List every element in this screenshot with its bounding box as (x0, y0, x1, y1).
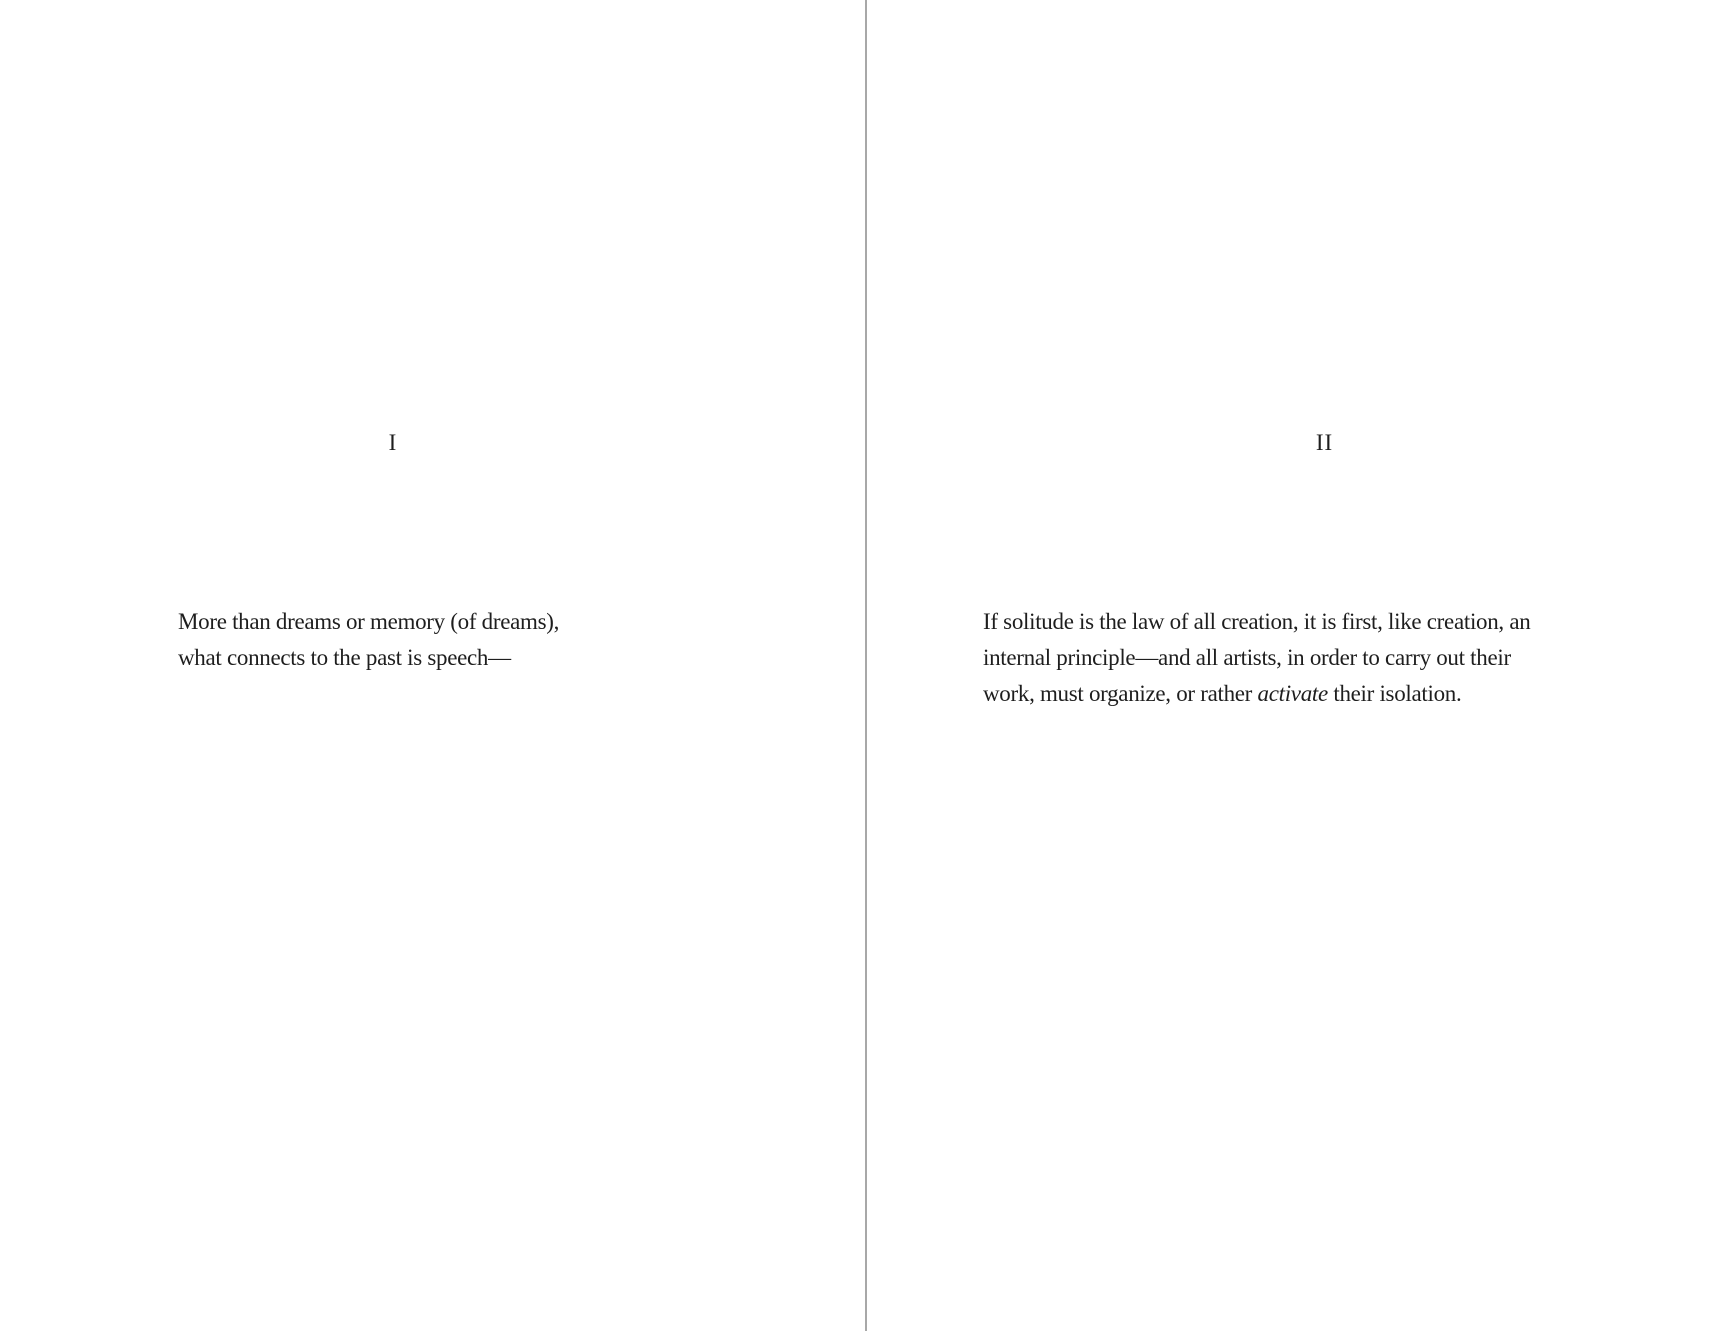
poem-line-2: what connects to the past is speech— (178, 645, 511, 670)
prose-line-3-start: work, must organize, or rather (983, 681, 1258, 706)
prose-line-1: If solitude is the law of all creation, it is first, like creation, an (983, 609, 1531, 634)
right-section-number: II (1315, 430, 1334, 455)
page-divider (865, 0, 867, 1331)
prose-line-3-end: their isolation. (1327, 681, 1462, 706)
prose-line-3 (983, 676, 1666, 712)
left-section-number: I (388, 430, 398, 455)
right-page-text (983, 604, 1666, 712)
left-page-text (178, 604, 608, 676)
poem-line-1: More than dreams or memory (of dreams), (178, 609, 560, 634)
prose-line-3-italic-word: activate (1257, 681, 1328, 706)
prose-line-2: internal principle—and all artists, in order to carry out their (983, 645, 1511, 670)
